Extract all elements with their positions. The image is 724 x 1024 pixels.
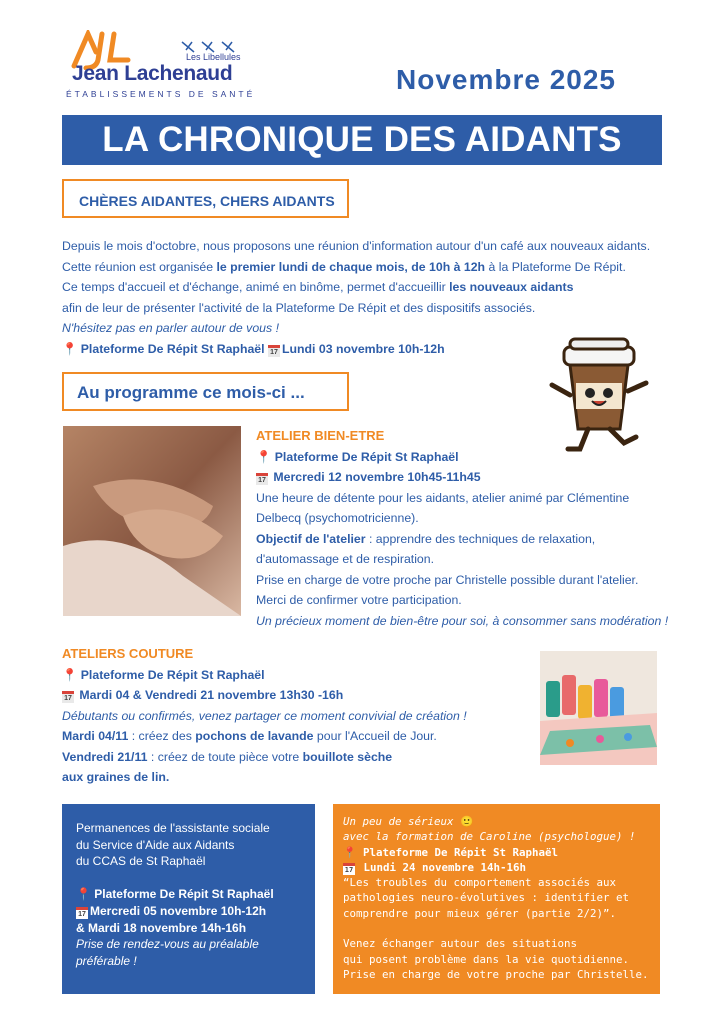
month-title: Novembre 2025 [396, 64, 617, 95]
social-line: Permanences de l'assistante sociale [76, 821, 270, 835]
greeting-box [62, 179, 349, 218]
calendar-icon: 17 [268, 345, 280, 357]
couture-place: 📍 Plateforme De Répit St Raphaël [62, 667, 265, 682]
social-note: Prise de rendez-vous au préalable [76, 937, 259, 952]
formation-line: qui posent problème dans la vie quotidienne. [343, 952, 630, 966]
page-title: LA CHRONIQUE DES AIDANTS [62, 115, 662, 165]
formation-place: 📍 Plateforme De Répit St Raphaël [343, 845, 558, 859]
programme-box [62, 372, 349, 411]
formation-date: 17 Lundi 24 novembre 14h-16h [344, 860, 527, 874]
intro-line: Ce temps d'accueil et d'échange, animé en binôme, permet d'accueillir les nouveaux aidants [62, 280, 574, 294]
spacer [343, 921, 649, 936]
atelier-place: 📍 Plateforme De Répit St Raphaël [256, 449, 459, 464]
atelier-date: 17 Mercredi 12 novembre 10h45-11h45 [256, 467, 696, 488]
calendar-icon: 17 [62, 691, 74, 703]
formation-line: Venez échanger autour des situations [343, 937, 578, 951]
social-permanence-panel [62, 804, 315, 994]
atelier-line: d'automassage et de respiration. [256, 552, 435, 566]
formation-line: “Les troubles du comportement associés aux [343, 876, 617, 890]
couture-title: ATELIERS COUTURE [62, 646, 194, 661]
fabric-spools-image [540, 651, 657, 765]
couture-line: Débutants ou confirmés, venez partager ce moment convivial de création ! [62, 708, 467, 723]
atelier-line: Objectif de l'atelier : apprendre des techniques de relaxation, [256, 531, 596, 546]
pin-icon: 📍 [256, 449, 272, 464]
couture-line: Mardi 04/11 : créez des pochons de lavande pour l'Accueil de Jour. [62, 729, 437, 743]
atelier-line: Merci de confirmer votre participation. [256, 593, 462, 607]
couture-line: aux graines de lin. [62, 770, 170, 784]
pin-icon: 📍 [343, 845, 357, 859]
social-date: 17 Mercredi 05 novembre 10h-12h [76, 903, 274, 920]
intro-line: N'hésitez pas en parler autour de vous ! [62, 321, 279, 335]
atelier-line: Prise en charge de votre proche par Christelle possible durant l'atelier. [256, 572, 639, 587]
intro-line: Depuis le mois d'octobre, nous proposons une réunion d'information autour d'un café aux nouveaux aidants. [62, 239, 651, 253]
pin-icon: 📍 [76, 887, 91, 902]
logo-subtitle: ÉTABLISSEMENTS DE SANTÉ [66, 89, 256, 99]
social-note: préférable ! [76, 953, 137, 968]
couture-date: 17 Mardi 04 & Vendredi 21 novembre 13h30 -16h [62, 685, 512, 706]
formation-line: comprendre pour mieux gérer (partie 2/2)”. [343, 906, 617, 920]
social-date: & Mardi 18 novembre 14h-16h [76, 920, 247, 935]
calendar-icon: 17 [256, 473, 268, 485]
intro-line: Cette réunion est organisée le premier lundi de chaque mois, de 10h à 12h à la Plateforme De Répit. [62, 259, 626, 274]
formation-panel [333, 804, 660, 994]
formation-line: pathologies neuro-évolutives : identifier et [343, 891, 630, 905]
formation-line: Prise en charge de votre proche par Christelle. [343, 967, 649, 981]
greeting-text: CHÈRES AIDANTES, CHERS AIDANTS [79, 193, 335, 209]
spacer [76, 870, 274, 887]
couture-line: Vendredi 21/11 : créez de toute pièce votre bouillote sèche [62, 749, 393, 764]
logo-name: Jean Lachenaud [72, 62, 233, 85]
atelier-line: Un précieux moment de bien-être pour soi, à consommer sans modération ! [256, 613, 669, 628]
hands-massage-image [63, 426, 241, 616]
intro-line: afin de leur de présenter l'activité de la Plateforme De Répit et des dispositifs associés. [62, 300, 536, 315]
ateliers-couture [62, 644, 512, 788]
atelier-line: Delbecq (psychomotricienne). [256, 511, 419, 525]
logo-brand: Les Libellules [186, 52, 241, 62]
formation-line: avec la formation de Caroline (psychologue) ! [343, 830, 636, 844]
social-line: du CCAS de St Raphaël [76, 854, 206, 869]
smile-icon: 🙂 [460, 815, 474, 828]
atelier-bien-etre [256, 426, 696, 631]
social-line: du Service d'Aide aux Aidants [76, 837, 235, 852]
atelier-title: ATELIER BIEN-ETRE [256, 428, 385, 443]
intro-line: 📍 Plateforme De Répit St Raphaël 17 Lundi 03 novembre 10h-12h [62, 341, 445, 356]
pin-icon: 📍 [62, 667, 78, 682]
social-place: 📍 Plateforme De Répit St Raphaël [76, 887, 274, 902]
formation-line: Un peu de sérieux 🙂 [343, 815, 474, 828]
calendar-icon: 17 [76, 907, 88, 919]
atelier-line: Une heure de détente pour les aidants, atelier animé par Clémentine [256, 490, 630, 505]
programme-title: Au programme ce mois-ci ... [77, 383, 305, 402]
pin-icon: 📍 [62, 341, 78, 356]
calendar-icon: 17 [343, 863, 355, 875]
